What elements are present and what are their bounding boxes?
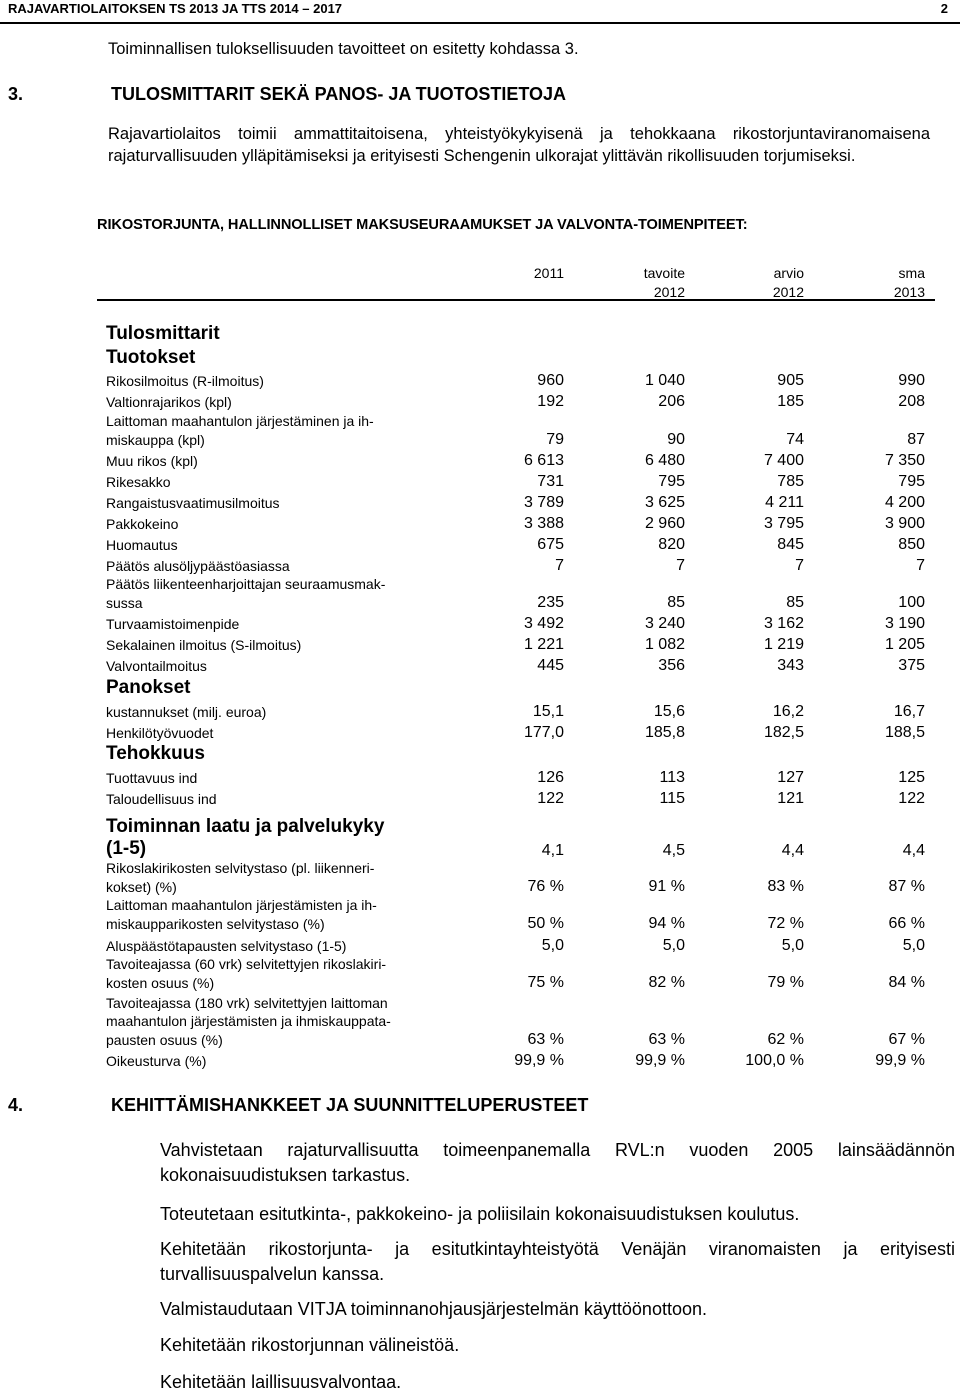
cell-value: 7	[676, 557, 685, 574]
table-title: RIKOSTORJUNTA, HALLINNOLLISET MAKSUSEURAAMUKSET JA VALVONTA-TOIMENPITEET:	[97, 217, 748, 233]
cell-value: 85	[667, 594, 685, 611]
column-header-line1: arvio	[773, 265, 804, 281]
cell-value: 115	[659, 790, 685, 807]
cell-value: 7	[916, 557, 925, 574]
table-section-heading: Toiminnan laatu ja palvelukyky (1-5)	[106, 816, 385, 859]
column-header-line1: 2011	[533, 265, 564, 281]
row-label: kustannukset (milj. euroa)	[106, 703, 267, 720]
cell-value: 16,7	[893, 703, 925, 720]
cell-value: 62 %	[767, 1031, 804, 1048]
row-label: Rikosilmoitus (R-ilmoitus)	[106, 372, 264, 389]
cell-value: 16,2	[772, 703, 804, 720]
row-label: Taloudellisuus ind	[106, 790, 217, 807]
section-3-title: TULOSMITTARIT SEKÄ PANOS- JA TUOTOSTIETOJA	[111, 84, 567, 104]
row-label: Päätös liikenteenharjoittajan seuraamusmak- sussa	[106, 576, 386, 611]
cell-value: 3 162	[763, 615, 804, 632]
column-header-line2: 2012	[772, 284, 804, 300]
cell-value: 675	[537, 536, 564, 553]
section-4-number: 4.	[8, 1095, 24, 1115]
cell-value: 795	[658, 473, 685, 490]
cell-value: 7	[555, 557, 564, 574]
cell-value: 100	[898, 594, 925, 611]
cell-value: 87 %	[888, 878, 925, 895]
cell-value: 122	[898, 790, 925, 807]
row-label: Valvontailmoitus	[106, 657, 207, 674]
cell-value: 75 %	[527, 974, 564, 991]
column-header-line2: 2013	[893, 284, 925, 300]
cell-value: 99,9 %	[635, 1052, 685, 1069]
row-label: Tavoiteajassa (60 vrk) selvitettyjen rikoslakiri- kosten osuus (%)	[106, 956, 387, 991]
cell-value: 3 900	[884, 515, 925, 532]
cell-value: 76 %	[527, 878, 564, 895]
row-label: Rikoslakirikosten selvitystaso (pl. liikenneri- kokset) (%)	[106, 860, 375, 895]
development-item: Toteutetaan esitutkinta-, pakkokeino- ja poliisilain kokonaisuudistuksen koulutus.	[160, 1204, 800, 1224]
column-header-line1: tavoite	[643, 265, 685, 281]
cell-value: 67 %	[888, 1031, 925, 1048]
cell-value: 125	[898, 769, 925, 786]
cell-value: 94 %	[648, 915, 685, 932]
cell-value: 4,1	[541, 842, 564, 859]
cell-value: 785	[777, 473, 804, 490]
row-label: Laittoman maahantulon järjestäminen ja ih- miskauppa (kpl)	[106, 413, 374, 448]
cell-value: 905	[777, 372, 804, 389]
page-header	[0, 0, 960, 24]
cell-value: 731	[537, 473, 564, 490]
cell-value: 177,0	[523, 724, 564, 741]
cell-value: 6 480	[644, 452, 685, 469]
cell-value: 4,4	[902, 842, 925, 859]
cell-value: 960	[537, 372, 564, 389]
row-label: Sekalainen ilmoitus (S-ilmoitus)	[106, 636, 302, 653]
intro-text: Toiminnallisen tuloksellisuuden tavoitteet on esitetty kohdassa 3.	[108, 40, 579, 58]
cell-value: 87	[907, 431, 925, 448]
column-header-line2: 2012	[653, 284, 685, 300]
row-label: Tavoiteajassa (180 vrk) selvitettyjen laittoman maahantulon järjestämisten ja ihmiskauppata- pausten osuus (%)	[106, 994, 391, 1048]
row-label: Oikeusturva (%)	[106, 1052, 207, 1069]
development-item: Kehitetään rikostorjunta- ja esitutkintayhteistyötä Venäjän viranomaisten ja erityisesti turvallisuuspalvelun kanssa.	[160, 1239, 955, 1284]
cell-value: 7 350	[884, 452, 925, 469]
cell-value: 121	[777, 790, 804, 807]
cell-value: 3 625	[644, 494, 685, 511]
row-label: Muu rikos (kpl)	[106, 452, 198, 469]
cell-value: 113	[659, 769, 685, 786]
cell-value: 795	[898, 473, 925, 490]
development-item: Kehitetään rikostorjunnan välineistöä.	[160, 1335, 460, 1355]
cell-value: 4 200	[884, 494, 925, 511]
cell-value: 3 190	[884, 615, 925, 632]
cell-value: 356	[658, 657, 685, 674]
cell-value: 5,0	[781, 937, 804, 954]
cell-value: 6 613	[523, 452, 564, 469]
section-3-heading	[8, 84, 566, 105]
cell-value: 235	[537, 594, 564, 611]
table-section-heading: Tehokkuus	[106, 743, 205, 764]
cell-value: 185	[777, 393, 804, 410]
cell-value: 7	[795, 557, 804, 574]
cell-value: 91 %	[648, 878, 685, 895]
document-title: RAJAVARTIOLAITOKSEN TS 2013 JA TTS 2014 – 2017	[8, 1, 343, 16]
table-section-heading: Tuotokset	[106, 347, 196, 368]
cell-value: 5,0	[902, 937, 925, 954]
table-row	[0, 990, 960, 1070]
cell-value: 50 %	[527, 915, 564, 932]
cell-value: 79 %	[767, 974, 804, 991]
cell-value: 820	[658, 536, 685, 553]
cell-value: 74	[786, 431, 804, 448]
cell-value: 4,5	[662, 842, 685, 859]
cell-value: 2 960	[644, 515, 685, 532]
cell-value: 206	[658, 393, 685, 410]
cell-value: 1 205	[884, 636, 925, 653]
cell-value: 72 %	[767, 915, 804, 932]
cell-value: 126	[537, 769, 564, 786]
column-header-line1: sma	[898, 265, 925, 281]
cell-value: 4,4	[781, 842, 804, 859]
cell-value: 122	[537, 790, 564, 807]
cell-value: 188,5	[884, 724, 925, 741]
development-item: Kehitetään laillisuusvalvontaa.	[160, 1372, 402, 1392]
section-3-number: 3.	[8, 84, 24, 104]
row-label: Päätös alusöljypäästöasiassa	[106, 557, 290, 574]
cell-value: 192	[537, 393, 564, 410]
cell-value: 15,1	[532, 703, 564, 720]
cell-value: 79	[546, 431, 564, 448]
cell-value: 84 %	[888, 974, 925, 991]
cell-value: 99,9 %	[514, 1052, 564, 1069]
cell-value: 1 082	[644, 636, 685, 653]
cell-value: 63 %	[527, 1031, 564, 1048]
cell-value: 3 240	[644, 615, 685, 632]
cell-value: 845	[777, 536, 804, 553]
cell-value: 1 040	[644, 372, 685, 389]
cell-value: 99,9 %	[875, 1052, 925, 1069]
cell-value: 127	[777, 769, 804, 786]
row-label: Henkilötyövuodet	[106, 724, 214, 741]
row-label: Pakkokeino	[106, 515, 179, 532]
development-item: Valmistaudutaan VITJA toiminnanohjausjärjestelmän käyttöönottoon.	[160, 1299, 707, 1319]
row-label: Rangaistusvaatimusilmoitus	[106, 494, 280, 511]
cell-value: 375	[898, 657, 925, 674]
cell-value: 7 400	[763, 452, 804, 469]
cell-value: 343	[777, 657, 804, 674]
row-label: Valtionrajarikos (kpl)	[106, 393, 232, 410]
row-label: Huomautus	[106, 536, 178, 553]
cell-value: 990	[898, 372, 925, 389]
cell-value: 5,0	[541, 937, 564, 954]
row-label: Aluspäästötapausten selvitystaso (1-5)	[106, 937, 347, 954]
section-4-title: KEHITTÄMISHANKKEET JA SUUNNITTELUPERUSTEET	[111, 1095, 589, 1115]
cell-value: 5,0	[662, 937, 685, 954]
section-3-paragraph: Rajavartiolaitos toimii ammattitaitoisena, yhteistyökykyisenä ja tehokkaana rikostorjuntaviranomaisena rajaturvallisuuden ylläpitämiseksi ja erityisesti Schengenin ulkorajat ylittävän rikollisuuden torjumiseksi.	[108, 125, 930, 165]
development-item: Vahvistetaan rajaturvallisuutta toimeenpanemalla RVL:n vuoden 2005 lainsäädännön kokonaisuudistuksen tarkastus.	[160, 1140, 955, 1185]
cell-value: 182,5	[763, 724, 804, 741]
cell-value: 3 789	[523, 494, 564, 511]
cell-value: 3 388	[523, 515, 564, 532]
table-section-heading: Panokset	[106, 677, 191, 698]
cell-value: 83 %	[767, 878, 804, 895]
cell-value: 1 221	[523, 636, 564, 653]
cell-value: 4 211	[765, 494, 804, 511]
cell-value: 100,0 %	[745, 1052, 804, 1069]
cell-value: 85	[786, 594, 804, 611]
cell-value: 82 %	[648, 974, 685, 991]
cell-value: 90	[667, 431, 685, 448]
cell-value: 445	[537, 657, 564, 674]
cell-value: 850	[898, 536, 925, 553]
row-label: Tuottavuus ind	[106, 769, 198, 786]
row-label: Turvaamistoimenpide	[106, 615, 240, 632]
cell-value: 66 %	[888, 915, 925, 932]
row-label: Laittoman maahantulon järjestämisten ja ih- miskaupparikosten selvitystaso (%)	[106, 897, 377, 932]
cell-value: 185,8	[644, 724, 685, 741]
row-label: Rikesakko	[106, 473, 171, 490]
cell-value: 63 %	[648, 1031, 685, 1048]
cell-value: 1 219	[763, 636, 804, 653]
cell-value: 208	[898, 393, 925, 410]
cell-value: 3 492	[523, 615, 564, 632]
section-4-heading	[8, 1095, 588, 1116]
cell-value: 15,6	[653, 703, 685, 720]
table-section-heading: Tulosmittarit	[106, 323, 220, 344]
cell-value: 3 795	[763, 515, 804, 532]
page-number: 2	[940, 1, 948, 16]
